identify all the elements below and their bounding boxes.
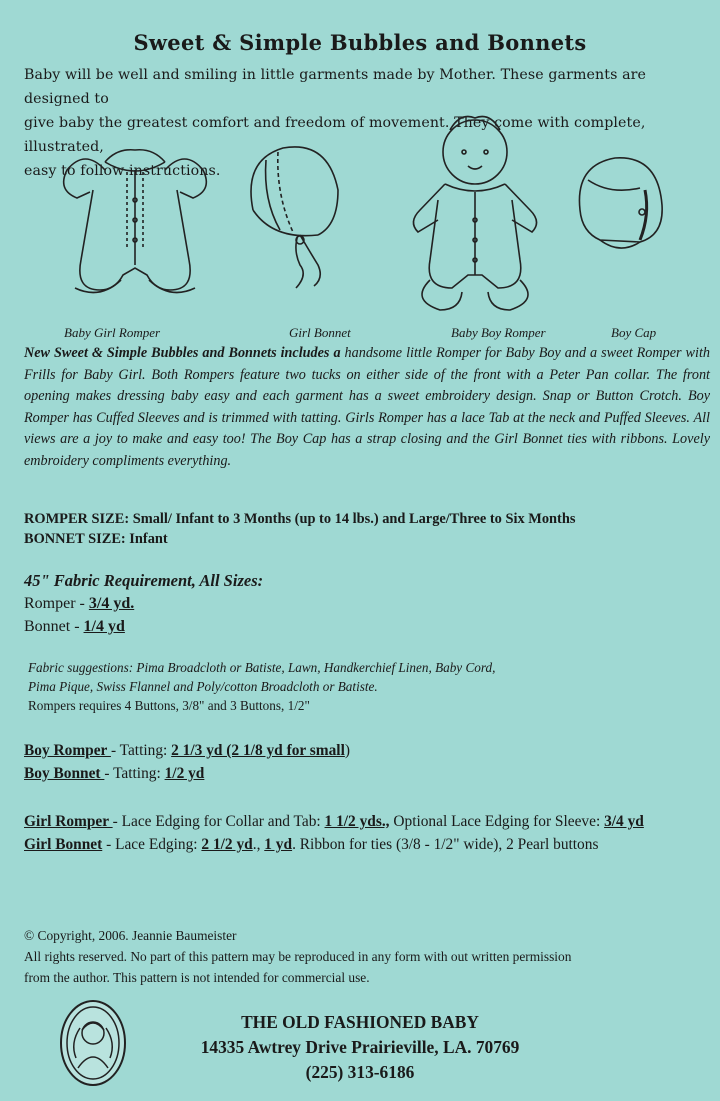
boy-romper-illustration xyxy=(390,110,560,320)
copyright-block xyxy=(24,925,714,988)
suggestion-line-2: Pima Pique, Swiss Flannel and Poly/cotton Broadcloth or Batiste. xyxy=(28,679,378,694)
fabric-romper-value: 3/4 yd. xyxy=(88,595,135,612)
description-lead: New Sweet & Simple Bubbles and Bonnets includes a xyxy=(24,345,341,361)
intro-line-2: give baby the greatest comfort and freedom of movement. They come with complete, illustrated, xyxy=(24,115,646,155)
boy-bonnet-label: Boy Bonnet xyxy=(24,765,105,782)
description-body: handsome little Romper for Baby Boy and a sweet Romper with Frills for Baby Girl. Both Rompers feature two tucks on either side of the front with a Peter Pan collar. The front opening makes dressing baby easy and each garment has a sweet embroidery design. Snap or Button Crotch. Boy Romper has Cuffed Sleeves and is trimmed with tatting. Girls Romper has a lace Tab at the neck and Puffed Sleeves. All views are a joy to make and easy too! The Boy Cap has a strap closing and the Girl Bonnet ties with ribbons. Lovely embroidery compliments everything. xyxy=(24,345,711,469)
fabric-romper-label: Romper - xyxy=(24,595,89,612)
boy-romper-close: ) xyxy=(344,742,351,759)
page-title: Sweet & Simple Bubbles and Bonnets xyxy=(133,30,587,55)
girl-bonnet-value-2: 1 yd xyxy=(264,836,293,853)
boy-romper-value: 2 1/3 yd (2 1/8 yd for small xyxy=(171,742,345,759)
boy-romper-label: Boy Romper xyxy=(24,742,111,759)
footer xyxy=(160,1010,560,1085)
girl-bonnet-text-1: - Lace Edging: xyxy=(102,836,202,853)
girl-bonnet-text-3: . Ribbon for ties (3/8 - 1/2" wide), 2 Pearl buttons xyxy=(292,836,599,853)
girl-romper-value-2: 3/4 yd xyxy=(604,813,644,830)
copyright-line-3: from the author. This pattern is not intended for commercial use. xyxy=(24,970,370,985)
company-phone: (225) 313-6186 xyxy=(305,1062,415,1082)
fabric-suggestions xyxy=(28,658,708,715)
fabric-bonnet-value: 1/4 yd xyxy=(83,618,125,635)
fabric-heading: 45" Fabric Requirement, All Sizes: xyxy=(24,571,264,590)
suggestion-line-3: Rompers requires 4 Buttons, 3/8" and 3 Buttons, 1/2" xyxy=(28,698,310,713)
caption-boy-cap: Boy Cap xyxy=(611,325,657,340)
fabric-bonnet-label: Bonnet - xyxy=(24,618,84,635)
company-address: 14335 Awtrey Drive Prairieville, LA. 70769 xyxy=(200,1037,520,1057)
girl-requirements xyxy=(24,810,708,856)
girl-bonnet-label: Girl Bonnet xyxy=(24,836,103,853)
boy-romper-sep: - Tatting: xyxy=(110,742,172,759)
girl-romper-illustration xyxy=(55,140,215,305)
caption-boy-romper: Baby Boy Romper xyxy=(451,325,546,340)
suggestion-line-1: Fabric suggestions: Pima Broadcloth or Batiste, Lawn, Handkerchief Linen, Baby Cord, xyxy=(28,660,496,675)
fabric-bonnet xyxy=(24,618,125,636)
girl-bonnet-value-1: 2 1/2 yd xyxy=(201,836,253,853)
girl-bonnet-text-2: ., xyxy=(252,836,265,853)
boy-cap-illustration xyxy=(570,150,670,260)
girl-romper-text-2: Optional Lace Edging for Sleeve: xyxy=(389,813,605,830)
copyright-line-2: All rights reserved. No part of this pattern may be reproduced in any form with out written permission xyxy=(24,949,572,964)
boy-bonnet-value: 1/2 yd xyxy=(164,765,205,782)
size-info xyxy=(24,509,575,549)
fabric-romper xyxy=(24,595,134,613)
caption-girl-romper: Baby Girl Romper xyxy=(64,325,161,340)
company-name: THE OLD FASHIONED BABY xyxy=(241,1012,479,1032)
girl-bonnet-illustration xyxy=(238,140,348,290)
copyright-line-1: © Copyright, 2006. Jeannie Baumeister xyxy=(24,928,237,943)
cameo-logo-icon xyxy=(58,998,128,1088)
girl-romper-text-1: - Lace Edging for Collar and Tab: xyxy=(112,813,325,830)
boy-bonnet-sep: - Tatting: xyxy=(104,765,165,782)
girl-romper-value-1: 1 1/2 yds., xyxy=(324,813,390,830)
intro-line-1: Baby will be well and smiling in little garments made by Mother. These garments are designed to xyxy=(24,67,647,107)
boy-romper-requirement xyxy=(24,742,350,760)
girl-romper-label: Girl Romper xyxy=(24,813,113,830)
romper-size: ROMPER SIZE: Small/ Infant to 3 Months (up to 14 lbs.) and Large/Three to Six Months xyxy=(24,511,576,527)
bonnet-size: BONNET SIZE: Infant xyxy=(24,531,168,547)
intro-line-3: easy to follow instructions. xyxy=(24,163,221,179)
boy-bonnet-requirement xyxy=(24,765,204,783)
description-paragraph xyxy=(24,343,710,472)
caption-girl-bonnet: Girl Bonnet xyxy=(289,325,351,340)
